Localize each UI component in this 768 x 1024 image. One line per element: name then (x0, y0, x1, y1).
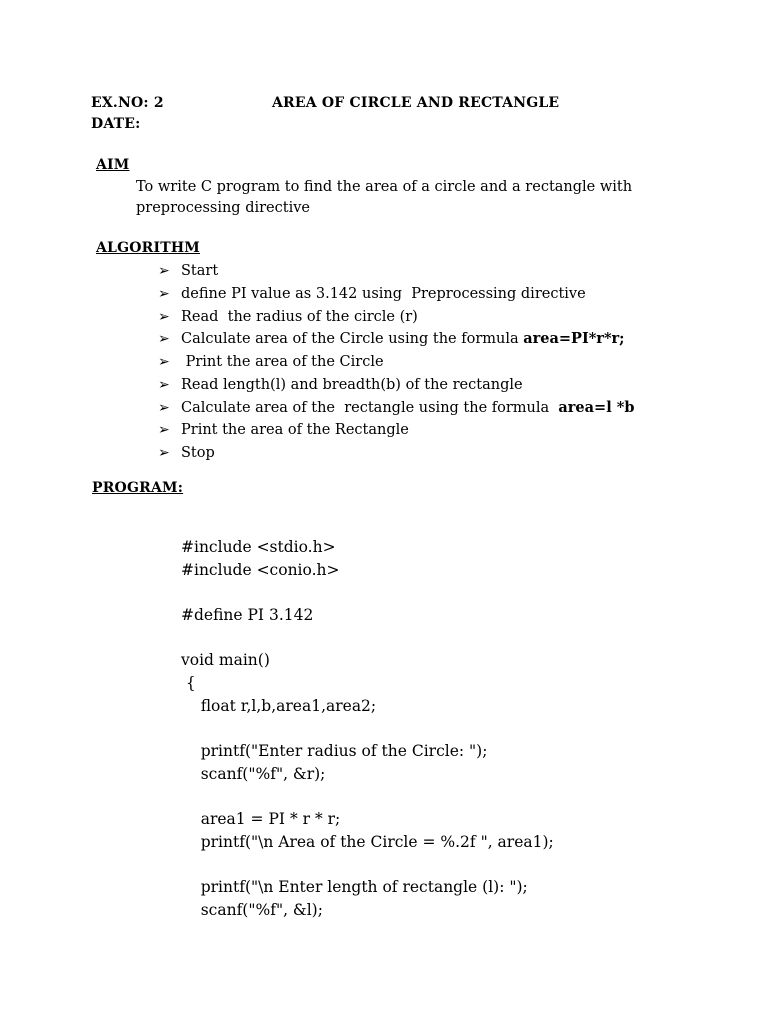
code-line (181, 786, 554, 809)
code-line: void main() (181, 651, 270, 670)
document-title: AREA OF CIRCLE AND RECTANGLE (272, 95, 560, 111)
code-line: printf("\n Area of the Circle = %.2f ", area1); (181, 832, 554, 851)
code-line: #include <stdio.h> (181, 538, 336, 556)
exercise-number: EX.NO: 2 (91, 95, 164, 111)
code-line: scanf("%f", &r); (181, 764, 326, 783)
code-line (181, 581, 554, 604)
code-line (181, 718, 554, 741)
program-code (181, 536, 554, 922)
aim-text: To write C program to find the area of a circle and a rectangle with preprocessing directive (136, 179, 633, 216)
algorithm-step (158, 260, 634, 283)
algorithm-step-text: define PI value as 3.142 using Preprocessing directive (181, 285, 586, 302)
code-line: #include <conio.h> (181, 560, 340, 579)
algorithm-step (158, 397, 634, 420)
algorithm-step-text: Calculate area of the rectangle using the formula (181, 399, 559, 416)
arrowhead-bullet-icon: ➢ (158, 263, 170, 279)
algorithm-step (158, 283, 634, 306)
algorithm-step-text: Start (181, 263, 219, 279)
algorithm-step-text: Print the area of the Circle (181, 354, 384, 370)
code-line (181, 854, 554, 877)
arrowhead-bullet-icon: ➢ (158, 285, 170, 302)
arrowhead-bullet-icon: ➢ (158, 376, 170, 393)
code-line (181, 627, 554, 650)
arrowhead-bullet-icon: ➢ (158, 399, 170, 416)
algorithm-step (158, 351, 634, 374)
arrowhead-bullet-icon: ➢ (158, 422, 170, 439)
algorithm-step-text: Read length(l) and breadth(b) of the rectangle (181, 376, 523, 393)
algorithm-step (158, 419, 634, 442)
algorithm-step (158, 442, 634, 465)
date-label: DATE: (91, 116, 141, 132)
algorithm-step-formula: area=l *b (558, 398, 635, 416)
algorithm-step-text: Read the radius of the circle (r) (181, 308, 418, 325)
code-line: { (181, 674, 196, 693)
algorithm-step (158, 306, 634, 329)
algorithm-step-formula: area=PI*r*r; (523, 330, 625, 348)
algorithm-step-text: Calculate area of the Circle using the formula (181, 331, 524, 348)
code-line: float r,l,b,area1,area2; (181, 696, 377, 715)
algorithm-step (158, 328, 634, 351)
program-heading: PROGRAM: (92, 480, 184, 496)
algorithm-step-text: Stop (181, 445, 215, 461)
arrowhead-bullet-icon: ➢ (158, 331, 170, 348)
code-line: #define PI 3.142 (181, 606, 314, 625)
code-line: area1 = PI * r * r; (181, 810, 341, 829)
arrowhead-bullet-icon: ➢ (158, 308, 170, 325)
arrowhead-bullet-icon: ➢ (158, 445, 170, 461)
aim-heading: AIM (96, 157, 130, 173)
algorithm-step-text: Print the area of the Rectangle (181, 422, 409, 439)
code-line: printf("Enter radius of the Circle: "); (181, 742, 488, 761)
arrowhead-bullet-icon: ➢ (158, 354, 170, 370)
algorithm-heading: ALGORITHM (96, 240, 200, 256)
code-line: scanf("%f", &l); (181, 901, 323, 919)
algorithm-step (158, 374, 634, 397)
code-line: printf("\n Enter length of rectangle (l): "); (181, 878, 528, 897)
algorithm-steps (158, 260, 634, 465)
